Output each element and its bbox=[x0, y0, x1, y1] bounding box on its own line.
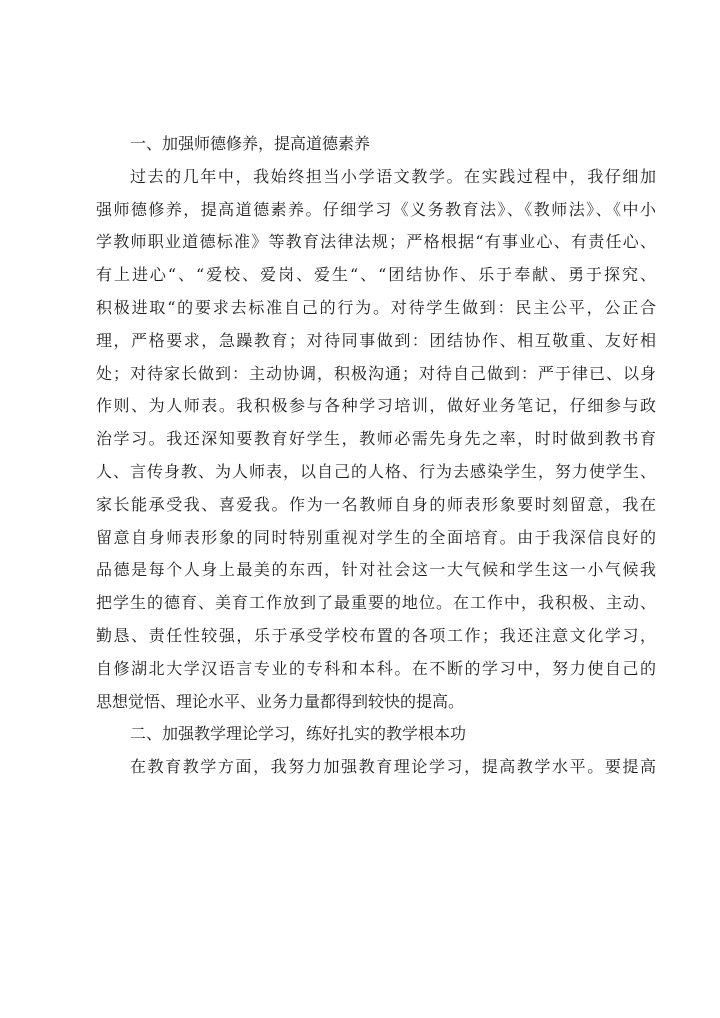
paragraph-line: 在教育教学方面，我努力加强教育理论学习，提高教学水平。要提高 bbox=[130, 757, 656, 777]
section-heading-1: 一、加强师德修养，提高道德素养 bbox=[130, 134, 371, 153]
paragraph-line: 强师德修养，提高道德素养。仔细学习《义务教育法》、《教师法》、《中小 bbox=[96, 199, 656, 219]
paragraph-line: 品德是每个人身上最美的东西，针对社会这一大气候和学生这一小气候我 bbox=[96, 560, 656, 580]
paragraph-line: 把学生的德育、美育工作放到了最重要的地位。在工作中，我积极、主动、 bbox=[96, 593, 656, 613]
paragraph-line: 理，严格要求，急躁教育；对待同事做到：团结协作、相互敬重、友好相 bbox=[96, 330, 656, 350]
paragraph-line: 家长能承受我、喜爱我。作为一名教师自身的师表形象要时刻留意，我在 bbox=[96, 494, 656, 514]
section-heading-2: 二、加强教学理论学习，练好扎实的教学根本功 bbox=[130, 724, 467, 744]
document-body bbox=[96, 128, 656, 784]
paragraph-line: 学教师职业道德标准》等教育法律法规；严格根据“有事业心、有责任心、 bbox=[96, 232, 656, 252]
paragraph-line: 处；对待家长做到：主动协调，积极沟通；对待自己做到：严于律已、以身 bbox=[96, 363, 656, 383]
paragraph-line: 勤恳、责任性较强，乐于承受学校布置的各项工作；我还注意文化学习， bbox=[96, 625, 656, 645]
paragraph-line: 作则、为人师表。我积极参与各种学习培训，做好业务笔记，仔细参与政 bbox=[96, 396, 656, 416]
paragraph-line: 过去的几年中，我始终担当小学语文教学。在实践过程中，我仔细加 bbox=[130, 166, 656, 186]
paragraph-line: 留意自身师表形象的同时特别重视对学生的全面培育。由于我深信良好的 bbox=[96, 527, 656, 547]
paragraph-line: 有上进心“、“爱校、爱岗、爱生“、“团结协作、乐于奉献、勇于探究、 bbox=[96, 265, 656, 285]
paragraph-line: 自修湖北大学汉语言专业的专科和本科。在不断的学习中，努力使自己的 bbox=[96, 658, 656, 678]
paragraph-line: 积极进取“的要求去标准自己的行为。对待学生做到：民主公平，公正合 bbox=[96, 297, 656, 317]
paragraph-line: 治学习。我还深知要教育好学生，教师必需先身先之率，时时做到教书育 bbox=[96, 429, 656, 449]
paragraph-line: 人、言传身教、为人师表，以自己的人格、行为去感染学生，努力使学生、 bbox=[96, 461, 656, 481]
paragraph-line: 思想觉悟、理论水平、业务力量都得到较快的提高。 bbox=[96, 691, 465, 711]
